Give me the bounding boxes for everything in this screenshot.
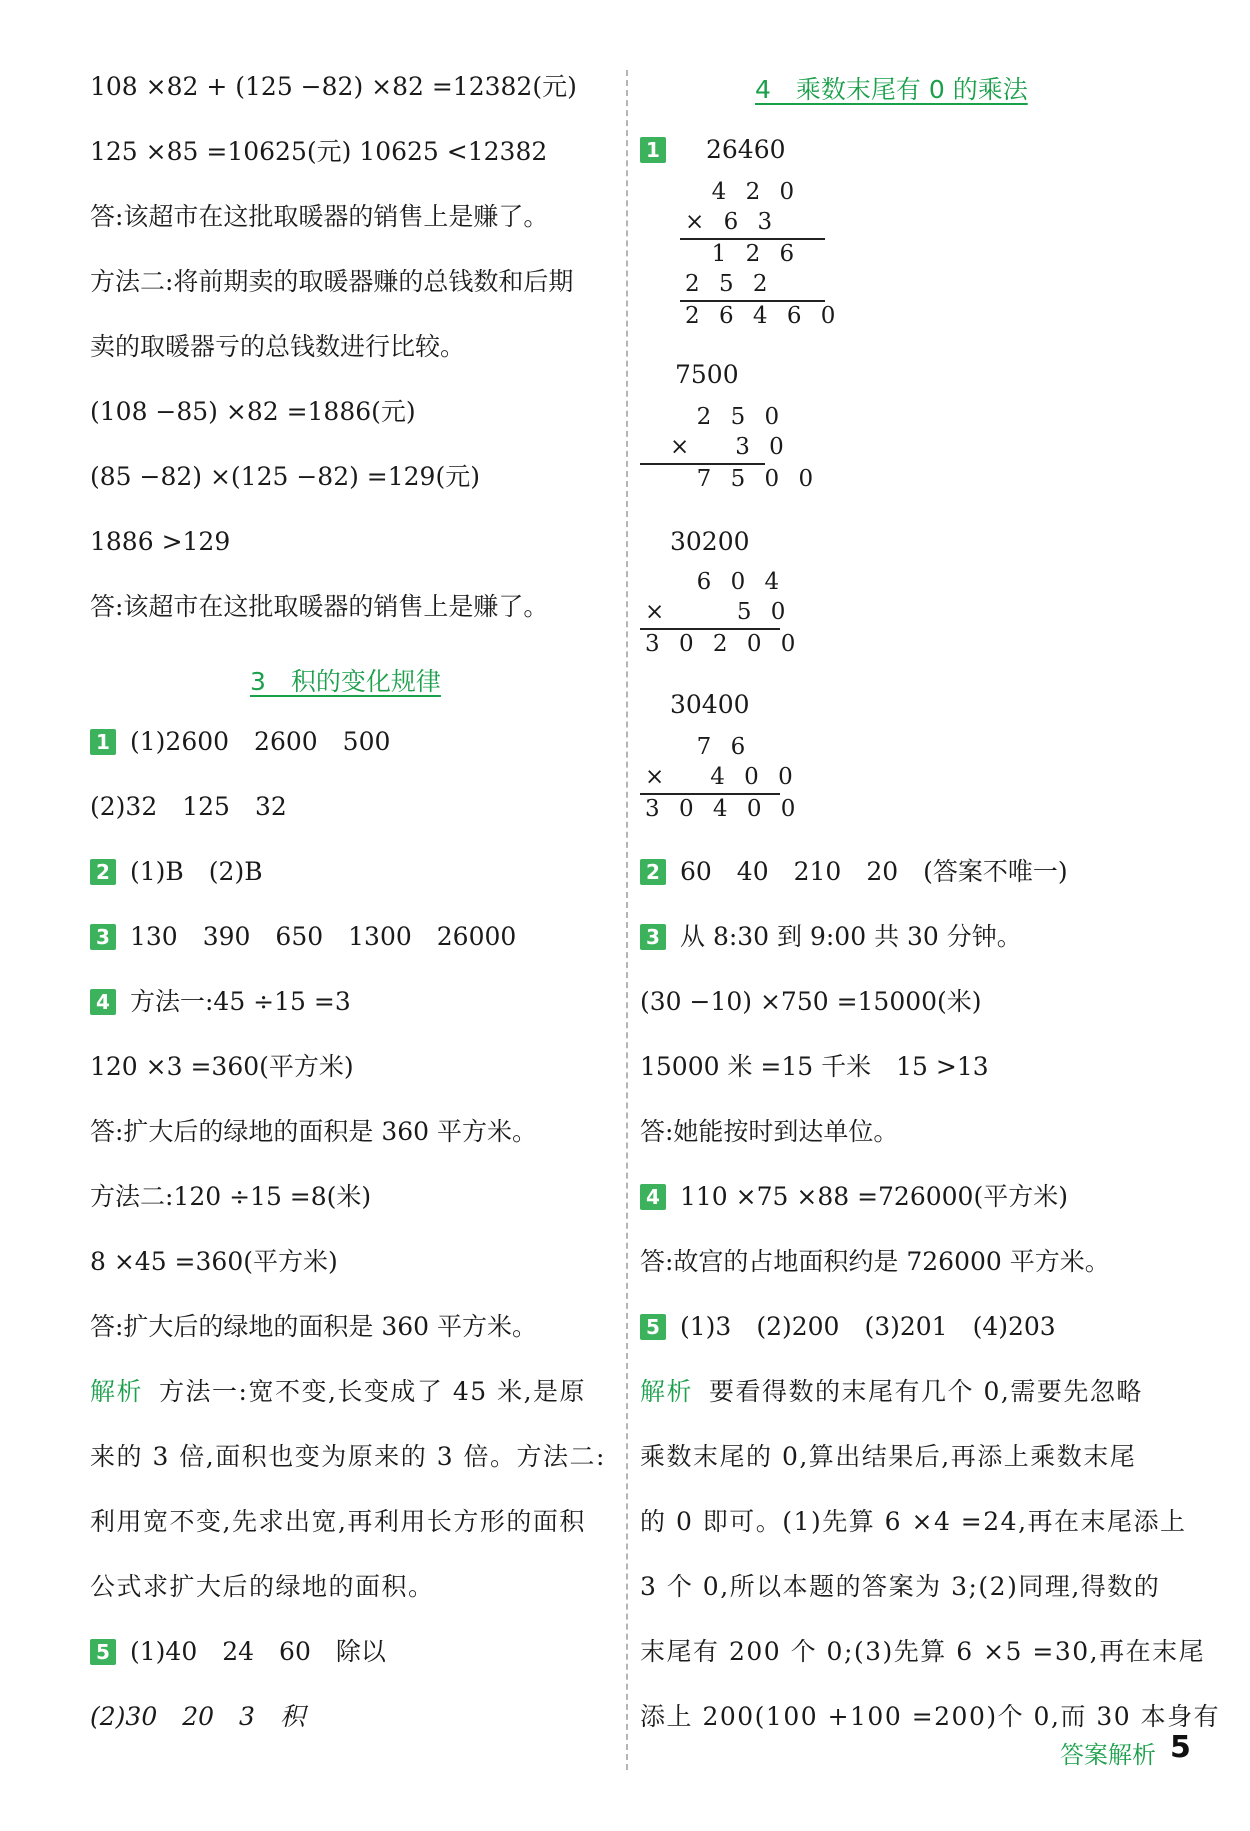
answer-text: 方法一:45 ÷15 =3 [130, 987, 351, 1016]
calc-row: 4 2 0 [685, 179, 801, 205]
analysis-label: 解析 [640, 1377, 694, 1406]
text-line: 方法二:120 ÷15 =8(米) [90, 1182, 372, 1211]
question-2 [640, 855, 1068, 889]
question-number-badge: 3 [90, 924, 116, 950]
question-number-badge: 2 [90, 859, 116, 885]
analysis-line: 添上 200(100 +100 =200)个 0,而 30 本身有 [640, 1702, 1221, 1731]
text-line: 答:该超市在这批取暖器的销售上是赚了。 [90, 592, 549, 621]
section-title-4: 4 乘数末尾有 0 的乘法 [755, 75, 1028, 104]
text-line: 答:扩大后的绿地的面积是 360 平方米。 [90, 1312, 538, 1341]
question-4 [640, 1180, 1068, 1214]
question-number-badge: 3 [640, 924, 666, 950]
text-line: 8 ×45 =360(平方米) [90, 1247, 338, 1276]
analysis-line: 公式求扩大后的绿地的面积。 [90, 1572, 435, 1601]
text-line: 答:扩大后的绿地的面积是 360 平方米。 [90, 1117, 538, 1146]
analysis-block [640, 1375, 1143, 1409]
answer-text: (1)40 24 60 除以 [130, 1637, 386, 1666]
answer-text: 60 40 210 20 (答案不唯一) [680, 857, 1068, 886]
calc-result: 30200 [670, 527, 750, 556]
answer-text: (1)2600 2600 500 [130, 727, 391, 756]
analysis-line: 乘数末尾的 0,算出结果后,再添上乘数末尾 [640, 1442, 1137, 1471]
answer-text: 110 ×75 ×88 =726000(平方米) [680, 1182, 1068, 1211]
answer-text: 130 390 650 1300 26000 [130, 922, 517, 951]
text-line: (2)32 125 32 [90, 792, 287, 821]
question-number-badge: 1 [640, 137, 666, 163]
calc-row: × 5 0 [645, 599, 792, 625]
calc-row: 7 6 [670, 734, 752, 760]
text-line: 答:故宫的占地面积约是 726000 平方米。 [640, 1247, 1110, 1276]
text-line: 15000 米 =15 千米 15 >13 [640, 1052, 989, 1081]
analysis-line: 末尾有 200 个 0;(3)先算 6 ×5 =30,再在末尾 [640, 1637, 1206, 1666]
question-2 [90, 855, 263, 889]
answer-text: 从 8:30 到 9:00 共 30 分钟。 [680, 922, 1022, 951]
analysis-line: 利用宽不变,先求出宽,再利用长方形的面积 [90, 1507, 586, 1536]
answer-text: (1)3 (2)200 (3)201 (4)203 [680, 1312, 1056, 1341]
question-5 [640, 1310, 1056, 1344]
calc-row: 2 5 2 [685, 271, 774, 297]
question-number-badge: 2 [640, 859, 666, 885]
question-number-badge: 5 [90, 1639, 116, 1665]
calc-result: 30400 [670, 690, 750, 719]
calc-row: 2 5 0 [670, 404, 786, 430]
text-line: 卖的取暖器亏的总钱数进行比较。 [90, 332, 466, 361]
calc-result: 7500 [675, 360, 739, 389]
answer-text: (1)B (2)B [130, 857, 263, 886]
analysis-line: 3 个 0,所以本题的答案为 3;(2)同理,得数的 [640, 1572, 1161, 1601]
section-title-3: 3 积的变化规律 [250, 667, 441, 696]
analysis-line: 来的 3 倍,面积也变为原来的 3 倍。方法二: [90, 1442, 606, 1471]
calc-row: × 3 0 [670, 434, 790, 460]
question-1 [640, 133, 786, 167]
calc-row: 7 5 0 0 [670, 466, 820, 492]
question-4 [90, 985, 351, 1019]
text-line: (2)30 20 3 积 [90, 1702, 305, 1731]
analysis-block [90, 1375, 586, 1409]
footer-label: 答案解析 [1060, 1741, 1156, 1769]
question-5 [90, 1635, 386, 1669]
text-line: 答:该超市在这批取暖器的销售上是赚了。 [90, 202, 549, 231]
question-number-badge: 4 [90, 989, 116, 1015]
text-line: (85 −82) ×(125 −82) =129(元) [90, 462, 480, 491]
calc-row: 2 6 4 6 0 [685, 303, 842, 329]
calc-row: × 4 0 0 [645, 764, 799, 790]
analysis-line: 的 0 即可。(1)先算 6 ×4 =24,再在末尾添上 [640, 1507, 1187, 1536]
calc-row: × 6 3 [685, 209, 779, 235]
question-3 [640, 920, 1022, 954]
text-line: (108 −85) ×82 =1886(元) [90, 397, 416, 426]
question-1 [90, 725, 390, 759]
question-number-badge: 4 [640, 1184, 666, 1210]
calc-row: 3 0 4 0 0 [645, 796, 802, 822]
text-line: 120 ×3 =360(平方米) [90, 1052, 354, 1081]
text-line: 答:她能按时到达单位。 [640, 1117, 899, 1146]
analysis-text: 方法一:宽不变,长变成了 45 米,是原 [159, 1377, 587, 1406]
calc-row: 3 0 2 0 0 [645, 631, 802, 657]
page-number: 5 [1170, 1730, 1191, 1765]
question-number-badge: 5 [640, 1314, 666, 1340]
calc-row: 6 0 4 [670, 569, 786, 595]
column-divider [626, 70, 628, 1770]
calc-result: 26460 [706, 135, 786, 164]
text-line: 125 ×85 =10625(元) 10625 <12382 [90, 137, 548, 166]
calc-row: 1 2 6 [685, 241, 801, 267]
text-line: 1886 >129 [90, 527, 231, 556]
text-line: 方法二:将前期卖的取暖器赚的总钱数和后期 [90, 267, 574, 296]
question-3 [90, 920, 516, 954]
text-line: 108 ×82 + (125 −82) ×82 =12382(元) [90, 72, 577, 101]
analysis-label: 解析 [90, 1377, 144, 1406]
question-number-badge: 1 [90, 729, 116, 755]
analysis-text: 要看得数的末尾有几个 0,需要先忽略 [709, 1377, 1143, 1406]
text-line: (30 −10) ×750 =15000(米) [640, 987, 982, 1016]
